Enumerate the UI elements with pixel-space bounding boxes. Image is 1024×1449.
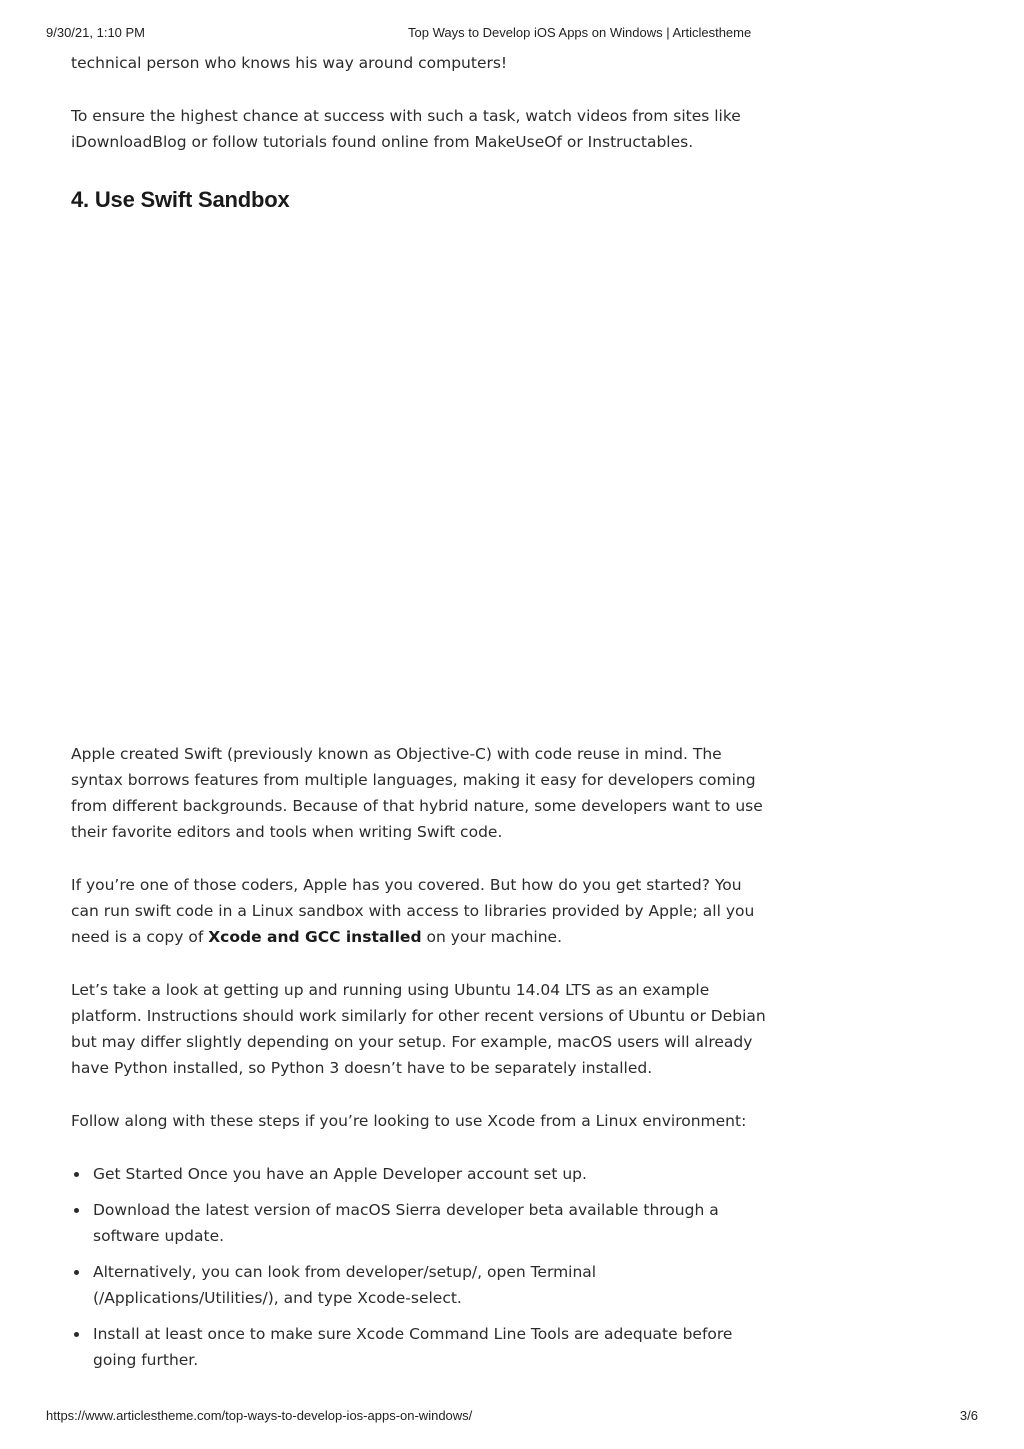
print-page-title: Top Ways to Develop iOS Apps on Windows | Articlestheme (408, 25, 752, 40)
paragraph-coders (71, 872, 771, 950)
article-body (71, 50, 771, 1383)
print-datetime: 9/30/21, 1:10 PM (46, 25, 146, 40)
section-heading: 4. Use Swift Sandbox (71, 187, 290, 212)
paragraph-coders-text-before: If you’re one of those coders, Apple has you covered. But how do you get started? You can run swift code in a Linux sandbox with access to libraries provided by Apple; all you need is a copy of (71, 876, 755, 946)
paragraph-swift: Apple created Swift (previously known as Objective-C) with code reuse in mind. The syntax borrows features from multiple languages, making it easy for developers coming from different backgrounds. Because of that hybrid nature, some developers want to use their favorite editors and tools when writing Swift code. (71, 745, 763, 841)
embedded-media-area (71, 213, 771, 741)
paragraph-technical: technical person who knows his way around computers! (71, 54, 508, 72)
list-item: Get Started Once you have an Apple Developer account set up. (71, 1161, 771, 1187)
paragraph-follow: Follow along with these steps if you’re looking to use Xcode from a Linux environment: (71, 1112, 747, 1130)
print-footer (0, 1408, 1024, 1426)
page-number: 3/6 (959, 1408, 978, 1423)
paragraph-success: To ensure the highest chance at success with such a task, watch videos from sites like iDownloadBlog or follow tutorials found online from MakeUseOf or Instructables. (71, 107, 741, 151)
list-item: Download the latest version of macOS Sierra developer beta available through a software update. (71, 1197, 771, 1249)
print-header (0, 25, 1024, 43)
paragraph-coders-text-after: on your machine. (421, 928, 563, 946)
xcode-gcc-emphasis: Xcode and GCC installed (208, 928, 422, 946)
paragraph-ubuntu: Let’s take a look at getting up and running using Ubuntu 14.04 LTS as an example platform. Instructions should work similarly for other recent versions of Ubuntu or Debian but may differ slightly depending on your setup. For example, macOS users will already have Python installed, so Python 3 doesn’t have to be separately installed. (71, 981, 766, 1077)
list-item: Install at least once to make sure Xcode Command Line Tools are adequate before going further. (71, 1321, 771, 1373)
print-url: https://www.articlestheme.com/top-ways-to-develop-ios-apps-on-windows/ (46, 1408, 473, 1423)
list-item: Alternatively, you can look from developer/setup/, open Terminal (/Applications/Utilities/), and type Xcode-select. (71, 1259, 771, 1311)
steps-list (71, 1161, 771, 1373)
